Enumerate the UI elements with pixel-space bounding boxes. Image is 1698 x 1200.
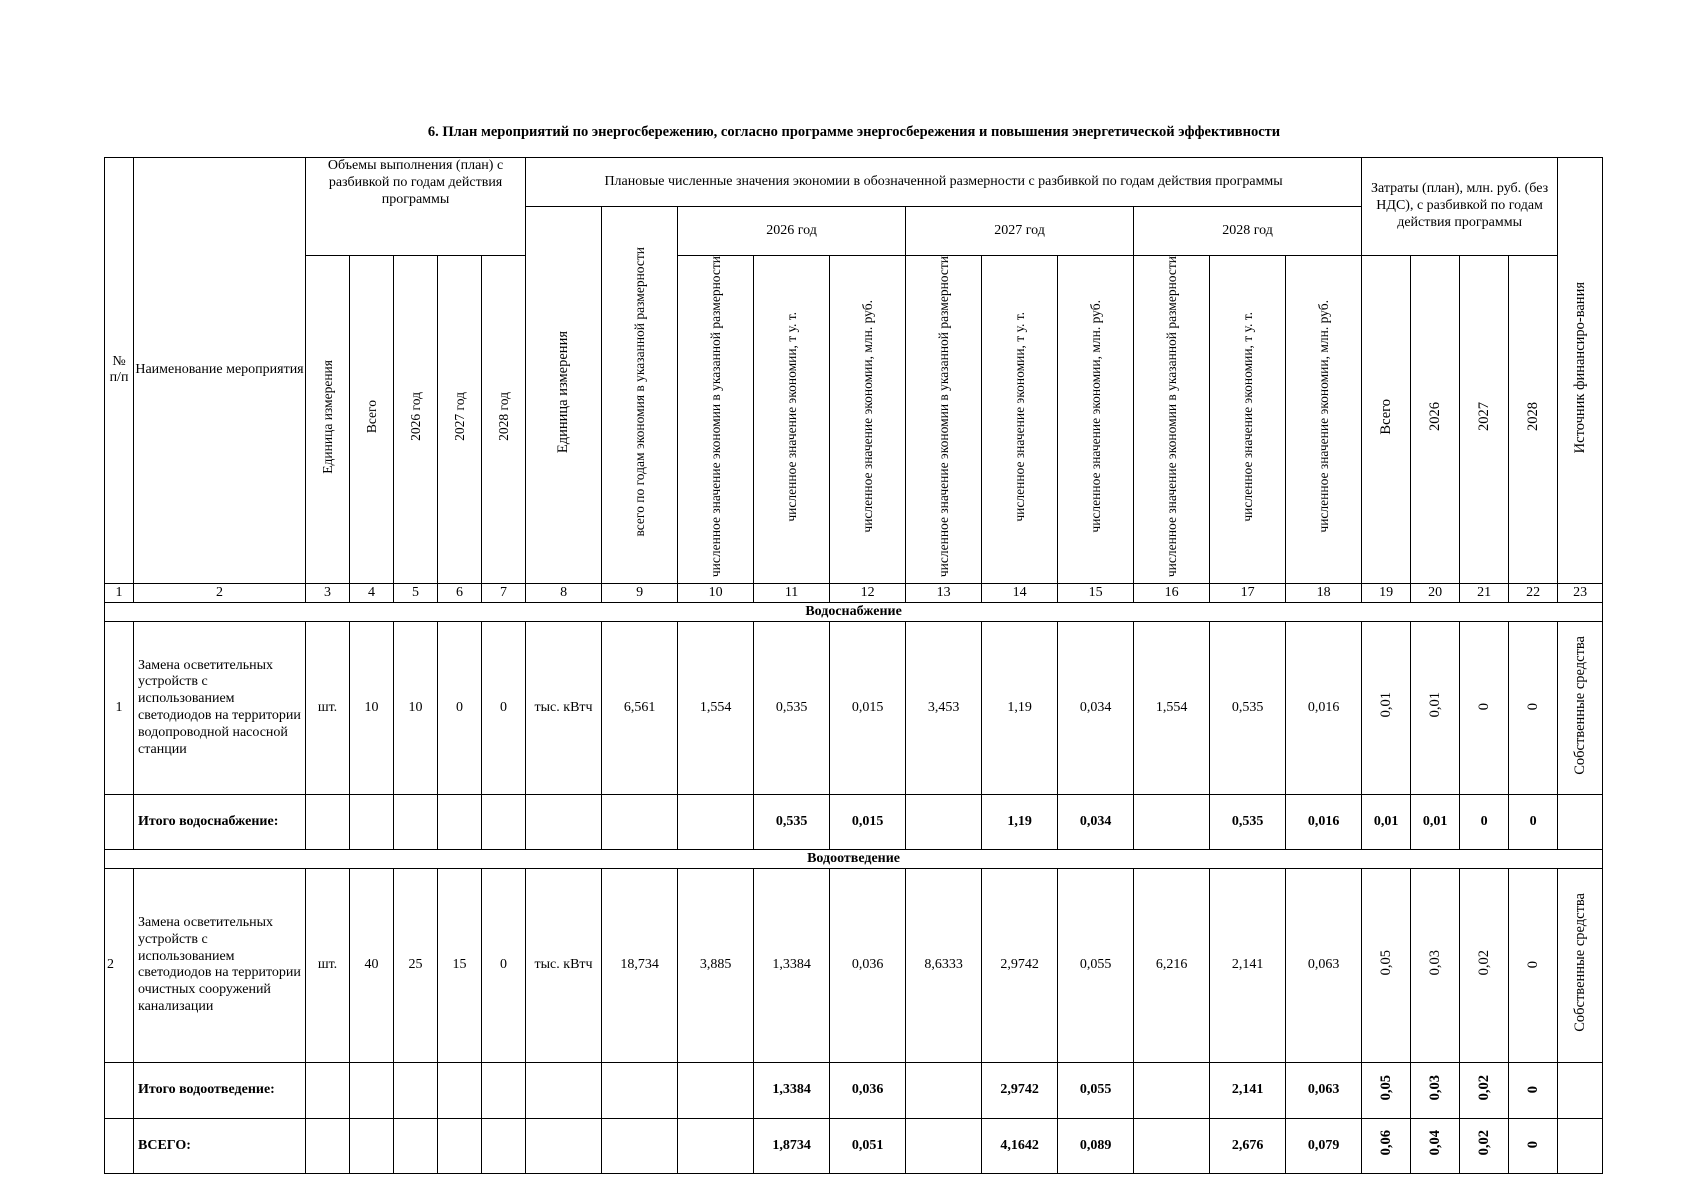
header-savings: Плановые численные значения экономии в обозначенной размерности с разбивкой по годам действия программы bbox=[526, 158, 1362, 207]
row-2027-tut: 2,9742 bbox=[982, 868, 1058, 1062]
row-2026: 10 bbox=[394, 621, 438, 794]
empty-cell bbox=[678, 794, 754, 849]
colnum: 13 bbox=[906, 583, 982, 602]
row-cost-2026: 0,03 bbox=[1411, 868, 1460, 1062]
subtotal-cost-total: 0,01 bbox=[1362, 794, 1411, 849]
row-2026-rub: 0,015 bbox=[830, 621, 906, 794]
row-2026-tut: 1,3384 bbox=[754, 868, 830, 1062]
colnum: 21 bbox=[1460, 583, 1509, 602]
subtotal-2026-rub: 0,015 bbox=[830, 794, 906, 849]
header-row-1 bbox=[105, 158, 1603, 207]
header-sav-unit: Единица измерения bbox=[526, 207, 602, 584]
row-2027-value: 8,6333 bbox=[906, 868, 982, 1062]
row-2026-tut: 0,535 bbox=[754, 621, 830, 794]
header-vol-total: Всего bbox=[350, 256, 394, 584]
table-row bbox=[105, 868, 1603, 1062]
header-year-2027: 2027 год bbox=[906, 207, 1134, 256]
subtotal-2028-rub: 0,063 bbox=[1286, 1062, 1362, 1118]
header-source: Источник финансиро-вания bbox=[1558, 158, 1603, 584]
subtotal-cost-2027: 0,02 bbox=[1460, 1062, 1509, 1118]
row-2027-rub: 0,055 bbox=[1058, 868, 1134, 1062]
grand-total-cost-2027: 0,02 bbox=[1460, 1118, 1509, 1173]
grand-total-2026-rub: 0,051 bbox=[830, 1118, 906, 1173]
row-cost-2026: 0,01 bbox=[1411, 621, 1460, 794]
header-name: Наименование мероприятия bbox=[134, 158, 306, 584]
colnum: 5 bbox=[394, 583, 438, 602]
subtotal-2027-tut: 1,19 bbox=[982, 794, 1058, 849]
colnum: 7 bbox=[482, 583, 526, 602]
header-2026-rub: численное значение экономии, млн. руб. bbox=[830, 256, 906, 584]
row-total: 10 bbox=[350, 621, 394, 794]
subtotal-cost-total: 0,05 bbox=[1362, 1062, 1411, 1118]
empty-cell bbox=[438, 794, 482, 849]
colnum: 17 bbox=[1210, 583, 1286, 602]
colnum: 8 bbox=[526, 583, 602, 602]
empty-cell bbox=[1134, 794, 1210, 849]
header-volumes: Объемы выполнения (план) с разбивкой по годам действия программы bbox=[306, 158, 526, 256]
empty-cell bbox=[526, 1118, 602, 1173]
row-cost-2027: 0,02 bbox=[1460, 868, 1509, 1062]
header-vol-unit: Единица измерения bbox=[306, 256, 350, 584]
empty-cell bbox=[105, 794, 134, 849]
colnum: 23 bbox=[1558, 583, 1603, 602]
subtotal-row bbox=[105, 1062, 1603, 1118]
row-2028-value: 1,554 bbox=[1134, 621, 1210, 794]
empty-cell bbox=[394, 794, 438, 849]
row-cost-2028: 0 bbox=[1509, 621, 1558, 794]
table-row bbox=[105, 621, 1603, 794]
section-title-water-supply: Водоснабжение bbox=[105, 602, 1603, 621]
colnum: 22 bbox=[1509, 583, 1558, 602]
colnum: 4 bbox=[350, 583, 394, 602]
header-cost-2028: 2028 bbox=[1509, 256, 1558, 584]
subtotal-cost-2027: 0 bbox=[1460, 794, 1509, 849]
header-2028-tut: численное значение экономии, т у. т. bbox=[1210, 256, 1286, 584]
empty-cell bbox=[306, 1118, 350, 1173]
header-2027-value: численное значение экономии в указанной размерности bbox=[906, 256, 982, 584]
empty-cell bbox=[306, 794, 350, 849]
colnum: 6 bbox=[438, 583, 482, 602]
empty-cell bbox=[1134, 1062, 1210, 1118]
header-sav-total: всего по годам экономия в указанной размерности bbox=[602, 207, 678, 584]
subtotal-cost-2028: 0 bbox=[1509, 1062, 1558, 1118]
header-2027-rub: численное значение экономии, млн. руб. bbox=[1058, 256, 1134, 584]
row-cost-2027: 0 bbox=[1460, 621, 1509, 794]
header-cost-2026: 2026 bbox=[1411, 256, 1460, 584]
row-source: Собственные средства bbox=[1558, 868, 1603, 1062]
empty-cell bbox=[526, 1062, 602, 1118]
empty-cell bbox=[906, 1118, 982, 1173]
colnum: 18 bbox=[1286, 583, 1362, 602]
row-2028: 0 bbox=[482, 868, 526, 1062]
grand-total-2027-tut: 4,1642 bbox=[982, 1118, 1058, 1173]
subtotal-2026-tut: 1,3384 bbox=[754, 1062, 830, 1118]
empty-cell bbox=[438, 1062, 482, 1118]
empty-cell bbox=[350, 1062, 394, 1118]
row-cost-total: 0,05 bbox=[1362, 868, 1411, 1062]
row-2027-tut: 1,19 bbox=[982, 621, 1058, 794]
row-2027: 15 bbox=[438, 868, 482, 1062]
empty-cell bbox=[678, 1062, 754, 1118]
document-title: 6. План мероприятий по энергосбережению, согласно программе энергосбережения и повышения энергетической эффективности bbox=[427, 124, 1281, 140]
empty-cell bbox=[526, 794, 602, 849]
header-vol-2028: 2028 год bbox=[482, 256, 526, 584]
grand-total-2026-tut: 1,8734 bbox=[754, 1118, 830, 1173]
section-title-wastewater: Водоотведение bbox=[105, 849, 1603, 868]
empty-cell bbox=[482, 1062, 526, 1118]
empty-cell bbox=[678, 1118, 754, 1173]
empty-cell bbox=[306, 1062, 350, 1118]
subtotal-label: Итого водоотведение: bbox=[134, 1062, 306, 1118]
colnum: 2 bbox=[134, 583, 306, 602]
colnum: 11 bbox=[754, 583, 830, 602]
subtotal-label: Итого водоснабжение: bbox=[134, 794, 306, 849]
row-name: Замена осветительных устройств с использованием светодиодов на территории водопроводной насосной станции bbox=[134, 621, 306, 794]
colnum: 19 bbox=[1362, 583, 1411, 602]
row-2026: 25 bbox=[394, 868, 438, 1062]
empty-cell bbox=[602, 1062, 678, 1118]
row-2027-value: 3,453 bbox=[906, 621, 982, 794]
empty-cell bbox=[602, 1118, 678, 1173]
subtotal-2028-tut: 0,535 bbox=[1210, 794, 1286, 849]
row-name: Замена осветительных устройств с использованием светодиодов на территории очистных сооружений канализации bbox=[134, 868, 306, 1062]
empty-cell bbox=[602, 794, 678, 849]
header-2028-rub: численное значение экономии, млн. руб. bbox=[1286, 256, 1362, 584]
colnum: 20 bbox=[1411, 583, 1460, 602]
empty-cell bbox=[906, 794, 982, 849]
empty-cell bbox=[906, 1062, 982, 1118]
row-2026-value: 1,554 bbox=[678, 621, 754, 794]
header-num: № п/п bbox=[105, 158, 134, 584]
colnum: 1 bbox=[105, 583, 134, 602]
empty-cell bbox=[438, 1118, 482, 1173]
row-unit: шт. bbox=[306, 621, 350, 794]
empty-cell bbox=[1558, 1118, 1603, 1173]
colnum: 15 bbox=[1058, 583, 1134, 602]
grand-total-cost-2028: 0 bbox=[1509, 1118, 1558, 1173]
header-costs: Затраты (план), млн. руб. (без НДС), с разбивкой по годам действия программы bbox=[1362, 158, 1558, 256]
header-vol-2027: 2027 год bbox=[438, 256, 482, 584]
empty-cell bbox=[105, 1118, 134, 1173]
subtotal-2027-rub: 0,055 bbox=[1058, 1062, 1134, 1118]
subtotal-2026-rub: 0,036 bbox=[830, 1062, 906, 1118]
empty-cell bbox=[482, 794, 526, 849]
subtotal-2027-tut: 2,9742 bbox=[982, 1062, 1058, 1118]
grand-total-cost-2026: 0,04 bbox=[1411, 1118, 1460, 1173]
row-cost-total: 0,01 bbox=[1362, 621, 1411, 794]
row-source: Собственные средства bbox=[1558, 621, 1603, 794]
grand-total-2027-rub: 0,089 bbox=[1058, 1118, 1134, 1173]
colnum: 14 bbox=[982, 583, 1058, 602]
row-sav-unit: тыс. кВтч bbox=[526, 868, 602, 1062]
colnum: 9 bbox=[602, 583, 678, 602]
row-2028-tut: 0,535 bbox=[1210, 621, 1286, 794]
grand-total-row bbox=[105, 1118, 1603, 1173]
header-2028-value: численное значение экономии в указанной размерности bbox=[1134, 256, 1210, 584]
row-2028: 0 bbox=[482, 621, 526, 794]
empty-cell bbox=[105, 1062, 134, 1118]
row-2026-rub: 0,036 bbox=[830, 868, 906, 1062]
section-header-row bbox=[105, 602, 1603, 621]
subtotal-2026-tut: 0,535 bbox=[754, 794, 830, 849]
grand-total-label: ВСЕГО: bbox=[134, 1118, 306, 1173]
subtotal-row bbox=[105, 794, 1603, 849]
empty-cell bbox=[1558, 794, 1603, 849]
row-total: 40 bbox=[350, 868, 394, 1062]
subtotal-cost-2028: 0 bbox=[1509, 794, 1558, 849]
empty-cell bbox=[1558, 1062, 1603, 1118]
header-2026-value: численное значение экономии в указанной размерности bbox=[678, 256, 754, 584]
grand-total-cost-total: 0,06 bbox=[1362, 1118, 1411, 1173]
subtotal-cost-2026: 0,01 bbox=[1411, 794, 1460, 849]
energy-saving-plan-table bbox=[104, 157, 1603, 1174]
row-2028-value: 6,216 bbox=[1134, 868, 1210, 1062]
subtotal-2028-tut: 2,141 bbox=[1210, 1062, 1286, 1118]
row-2028-tut: 2,141 bbox=[1210, 868, 1286, 1062]
row-2027-rub: 0,034 bbox=[1058, 621, 1134, 794]
row-2028-rub: 0,016 bbox=[1286, 621, 1362, 794]
row-2027: 0 bbox=[438, 621, 482, 794]
row-2026-value: 3,885 bbox=[678, 868, 754, 1062]
header-row-3 bbox=[105, 256, 1603, 584]
row-sav-unit: тыс. кВтч bbox=[526, 621, 602, 794]
empty-cell bbox=[394, 1118, 438, 1173]
colnum: 3 bbox=[306, 583, 350, 602]
header-cost-total: Всего bbox=[1362, 256, 1411, 584]
colnum: 10 bbox=[678, 583, 754, 602]
row-num: 2 bbox=[105, 868, 134, 1062]
subtotal-2027-rub: 0,034 bbox=[1058, 794, 1134, 849]
header-2026-tut: численное значение экономии, т у. т. bbox=[754, 256, 830, 584]
empty-cell bbox=[350, 794, 394, 849]
subtotal-cost-2026: 0,03 bbox=[1411, 1062, 1460, 1118]
section-header-row bbox=[105, 849, 1603, 868]
column-numbers-row bbox=[105, 583, 1603, 602]
colnum: 12 bbox=[830, 583, 906, 602]
header-year-2026: 2026 год bbox=[678, 207, 906, 256]
header-year-2028: 2028 год bbox=[1134, 207, 1362, 256]
header-cost-2027: 2027 bbox=[1460, 256, 1509, 584]
header-2027-tut: численное значение экономии, т у. т. bbox=[982, 256, 1058, 584]
grand-total-2028-tut: 2,676 bbox=[1210, 1118, 1286, 1173]
row-sav-total: 18,734 bbox=[602, 868, 678, 1062]
row-num: 1 bbox=[105, 621, 134, 794]
empty-cell bbox=[1134, 1118, 1210, 1173]
row-sav-total: 6,561 bbox=[602, 621, 678, 794]
row-2028-rub: 0,063 bbox=[1286, 868, 1362, 1062]
empty-cell bbox=[350, 1118, 394, 1173]
colnum: 16 bbox=[1134, 583, 1210, 602]
row-cost-2028: 0 bbox=[1509, 868, 1558, 1062]
row-unit: шт. bbox=[306, 868, 350, 1062]
grand-total-2028-rub: 0,079 bbox=[1286, 1118, 1362, 1173]
empty-cell bbox=[394, 1062, 438, 1118]
subtotal-2028-rub: 0,016 bbox=[1286, 794, 1362, 849]
empty-cell bbox=[482, 1118, 526, 1173]
header-vol-2026: 2026 год bbox=[394, 256, 438, 584]
